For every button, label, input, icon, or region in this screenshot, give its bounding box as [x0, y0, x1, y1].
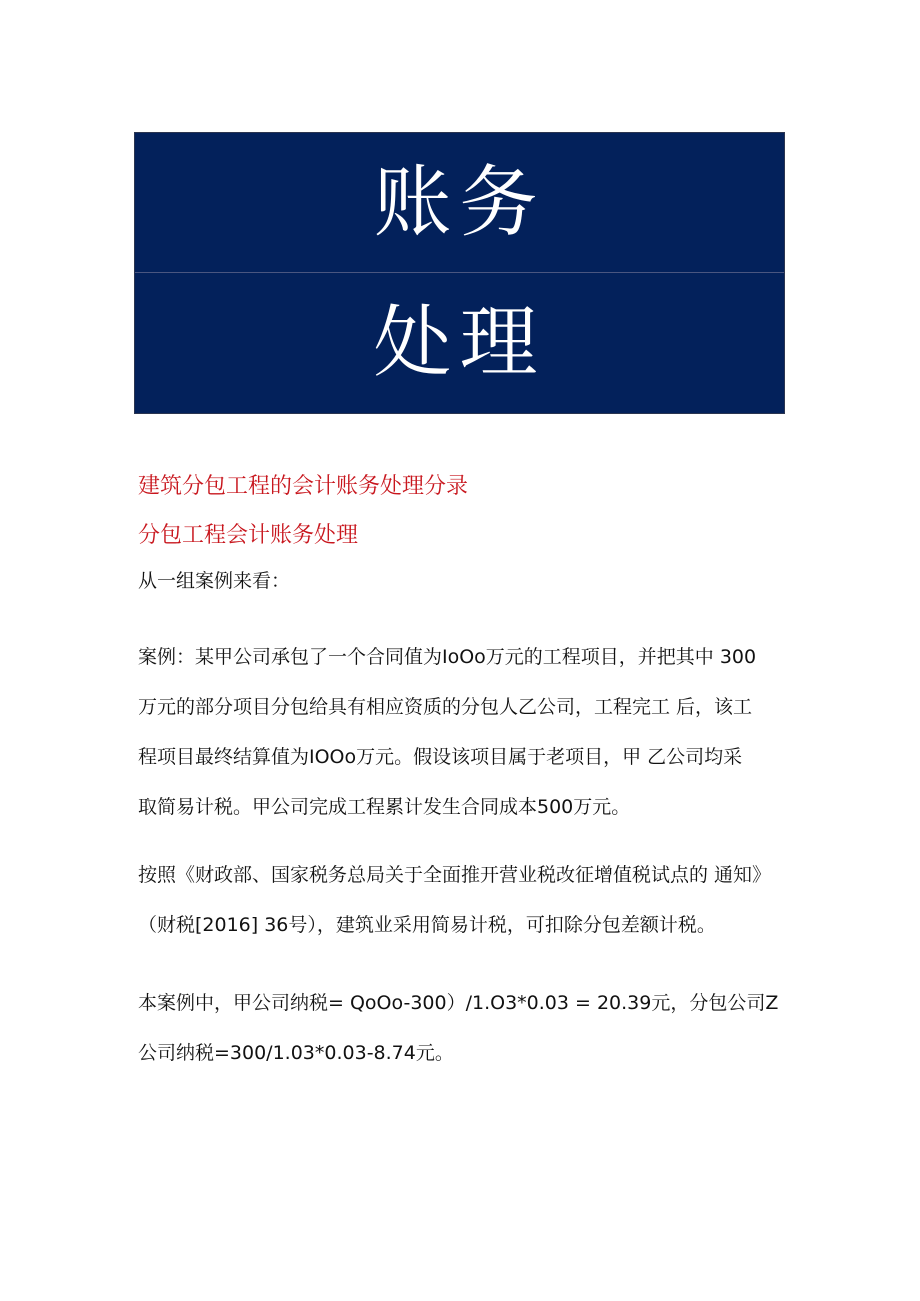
- calc-line-1: 本案例中，甲公司纳税= QoOo-300）/1.O3*0.03 = 20.39元，分包公司Z: [138, 992, 779, 1014]
- case-line-2: 万元的部分项目分包给具有相应资质的分包人乙公司，工程完工 后，该工: [138, 696, 753, 718]
- intro-line: 从一组案例来看：: [138, 570, 291, 592]
- basis-paragraph: [138, 850, 788, 950]
- case-line-1: 案例：某甲公司承包了一个合同值为IoOo万元的工程项目，并把其中 300: [138, 646, 757, 668]
- basis-line-2: （财税[2016] 36号），建筑业采用简易计税，可扣除分包差额计税。: [138, 914, 716, 936]
- calculation-paragraph: [138, 978, 788, 1078]
- banner-title-line2: 处理: [373, 298, 546, 388]
- case-paragraph: [138, 632, 788, 832]
- article-heading: 建筑分包工程的会计账务处理分录: [138, 474, 469, 499]
- case-line-3: 程项目最终结算值为IOOo万元。假设该项目属于老项目，甲 乙公司均采: [138, 746, 743, 768]
- banner-title-line1: 账务: [373, 157, 546, 248]
- banner-top-cell: [135, 133, 784, 272]
- case-line-4: 取简易计税。甲公司完成工程累计发生合同成本500万元。: [138, 796, 631, 818]
- banner-bottom-cell: [135, 273, 784, 413]
- title-banner: [134, 132, 785, 414]
- calc-line-2: 公司纳税=300/1.03*0.03-8.74元。: [138, 1042, 454, 1064]
- intro-paragraph: [138, 556, 788, 606]
- basis-line-1: 按照《财政部、国家税务总局关于全面推开营业税改征增值税试点的 通知》: [138, 864, 772, 886]
- article-subheading: 分包工程会计账务处理: [138, 523, 359, 548]
